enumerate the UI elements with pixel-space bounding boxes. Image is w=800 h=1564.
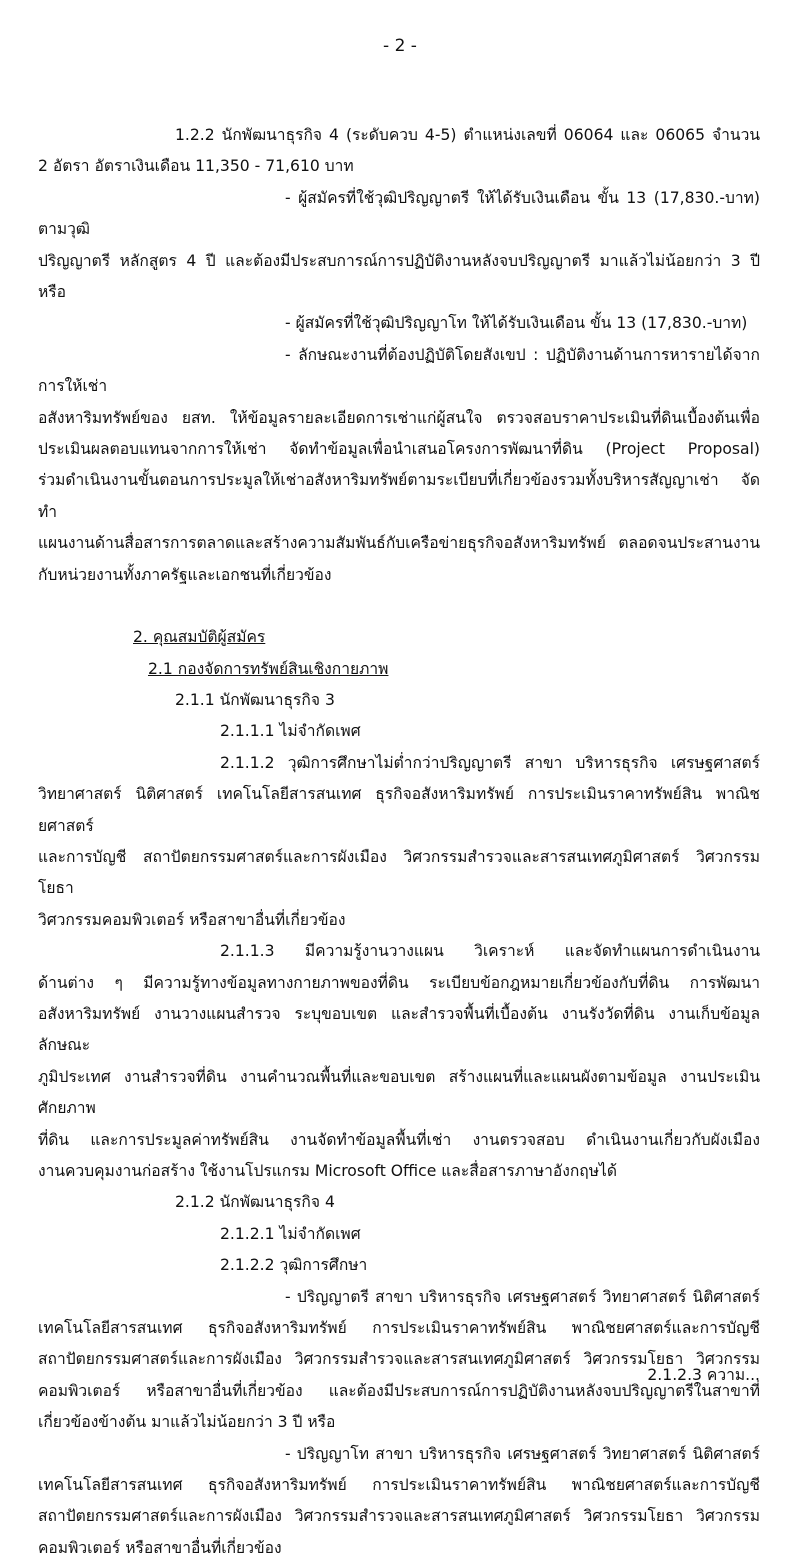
- document-body: [38, 120, 760, 1564]
- job-description-line-1: - ลักษณะงานที่ต้องปฏิบัติโดยสังเขป : ปฏิบัติงานด้านการหารายได้จากการให้เช่า: [38, 345, 760, 396]
- bachelor-degree-line-2: เทคโนโลยีสารสนเทศ ธุรกิจอสังหาริมทรัพย์ การประเมินราคาทรัพย์สิน พาณิชยศาสตร์และการบัญชี: [38, 1319, 760, 1338]
- job-description-line-4: ร่วมดำเนินงานขั้นตอนการประมูลให้เช่าอสังหาริมทรัพย์ตามระเบียบที่เกี่ยวข้องรวมทั้งบริหารสัญญาเช่า จัดทำ: [38, 471, 760, 521]
- job-description-line-2: อสังหาริมทรัพย์ของ ยสท. ให้ข้อมูลรายละเอียดการเช่าแก่ผู้สนใจ ตรวจสอบราคาประเมินที่ดินเบื้องต้นเพื่อ: [38, 408, 760, 427]
- item-2-1-1-3-line-1: 2.1.1.3 มีความรู้งานวางแผน วิเคราะห์ และจัดทำแผนการดำเนินงาน: [220, 942, 760, 961]
- bachelor-degree-line-5: เกี่ยวข้องข้างต้น มาแล้วไม่น้อยกว่า 3 ปี หรือ: [38, 1413, 336, 1432]
- salary-master-line: - ผู้สมัครที่ใช้วุฒิปริญญาโท ให้ได้รับเงินเดือน ขั้น 13 (17,830.-บาท): [285, 314, 748, 333]
- item-2-1-1-2-line-4: วิศวกรรมคอมพิวเตอร์ หรือสาขาอื่นที่เกี่ยวข้อง: [38, 910, 346, 929]
- master-degree-line-1: - ปริญญาโท สาขา บริหารธุรกิจ เศรษฐศาสตร์ วิทยาศาสตร์ นิติศาสตร์: [285, 1444, 760, 1463]
- item-2-1-1-3-line-3: อสังหาริมทรัพย์ งานวางแผนสำรวจ ระบุขอบเขต และสำรวจพื้นที่เบื้องต้น งานรังวัดที่ดิน งานเก็บข้อมูลลักษณะ: [38, 1004, 760, 1055]
- item-2-1-2-1: 2.1.2.1 ไม่จำกัดเพศ: [220, 1224, 361, 1243]
- job-description-line-5: แผนงานด้านสื่อสารการตลาดและสร้างความสัมพันธ์กับเครือข่ายธุรกิจอสังหาริมทรัพย์ ตลอดจนประสานงาน: [38, 534, 760, 553]
- section-1-2-2-heading-cont: 2 อัตรา อัตราเงินเดือน 11,350 - 71,610 บาท: [38, 157, 354, 176]
- subsection-2-1-1-heading: 2.1.1 นักพัฒนาธุรกิจ 3: [175, 690, 335, 709]
- qualifications-heading: 2. คุณสมบัติผู้สมัคร: [133, 628, 266, 647]
- item-2-1-1-3-line-2: ด้านต่าง ๆ มีความรู้ทางข้อมูลทางกายภาพของที่ดิน ระเบียบข้อกฎหมายเกี่ยวข้องกับที่ดิน การพัฒนา: [38, 973, 760, 992]
- item-2-1-1-2-line-1: 2.1.1.2 วุฒิการศึกษาไม่ต่ำกว่าปริญญาตรี สาขา บริหารธุรกิจ เศรษฐศาสตร์: [220, 753, 760, 772]
- item-2-1-2-2: 2.1.2.2 วุฒิการศึกษา: [220, 1256, 368, 1275]
- bachelor-degree-line-4: คอมพิวเตอร์ หรือสาขาอื่นที่เกี่ยวข้อง และต้องมีประสบการณ์การปฏิบัติงานหลังจบปริญญาตรีในสาขาที่: [38, 1381, 760, 1400]
- bachelor-degree-line-3: สถาปัตยกรรมศาสตร์และการผังเมือง วิศวกรรมสำรวจและสารสนเทศภูมิศาสตร์ วิศวกรรมโยธา วิศวกรรม: [38, 1350, 760, 1369]
- job-description-line-6: กับหน่วยงานทั้งภาครัฐและเอกชนที่เกี่ยวข้อง: [38, 565, 332, 584]
- item-2-1-1-3-line-4: ภูมิประเทศ งานสำรวจที่ดิน งานคำนวณพื้นที่และขอบเขต สร้างแผนที่และแผนผังตามข้อมูล งานประเมินศักยภาพ: [38, 1067, 760, 1118]
- subsection-2-1-heading: 2.1 กองจัดการทรัพย์สินเชิงกายภาพ: [148, 659, 389, 678]
- master-degree-line-3: สถาปัตยกรรมศาสตร์และการผังเมือง วิศวกรรมสำรวจและสารสนเทศภูมิศาสตร์ วิศวกรรมโยธา วิศวกรรม: [38, 1507, 760, 1526]
- master-degree-line-2: เทคโนโลยีสารสนเทศ ธุรกิจอสังหาริมทรัพย์ การประเมินราคาทรัพย์สิน พาณิชยศาสตร์และการบัญชี: [38, 1476, 760, 1495]
- item-2-1-1-3-line-5: ที่ดิน และการประมูลค่าทรัพย์สิน งานจัดทำข้อมูลพื้นที่เช่า งานตรวจสอบ ดำเนินงานเกี่ยวกับผังเมือง: [38, 1130, 760, 1149]
- continuation-reference: 2.1.2.3 ความ...: [647, 1366, 760, 1384]
- item-2-1-1-2-line-3: และการบัญชี สถาปัตยกรรมศาสตร์และการผังเมือง วิศวกรรมสำรวจและสารสนเทศภูมิศาสตร์ วิศวกรรมโยธา: [38, 847, 760, 898]
- job-description-line-3: ประเมินผลตอบแทนจากการให้เช่า จัดทำข้อมูลเพื่อนำเสนอโครงการพัฒนาที่ดิน (Project Proposal): [38, 440, 760, 459]
- page-number: - 2 -: [383, 36, 417, 56]
- section-1-2-2-heading: 1.2.2 นักพัฒนาธุรกิจ 4 (ระดับควบ 4-5) ตำแหน่งเลขที่ 06064 และ 06065 จำนวน: [175, 126, 760, 144]
- subsection-2-1-2-heading: 2.1.2 นักพัฒนาธุรกิจ 4: [175, 1193, 335, 1212]
- item-2-1-1-1: 2.1.1.1 ไม่จำกัดเพศ: [220, 722, 361, 741]
- salary-bachelor-line-cont: ปริญญาตรี หลักสูตร 4 ปี และต้องมีประสบการณ์การปฏิบัติงานหลังจบปริญญาตรี มาแล้วไม่น้อยกว่า 3 ปี หรือ: [38, 251, 760, 302]
- salary-bachelor-line: - ผู้สมัครที่ใช้วุฒิปริญญาตรี ให้ได้รับเงินเดือน ขั้น 13 (17,830.-บาท) ตามวุฒิ: [38, 188, 760, 239]
- bachelor-degree-line-1: - ปริญญาตรี สาขา บริหารธุรกิจ เศรษฐศาสตร์ วิทยาศาสตร์ นิติศาสตร์: [285, 1287, 760, 1306]
- item-2-1-1-2-line-2: วิทยาศาสตร์ นิติศาสตร์ เทคโนโลยีสารสนเทศ ธุรกิจอสังหาริมทรัพย์ การประเมินราคาทรัพย์สิน พาณิชยศาสตร์: [38, 785, 760, 835]
- master-degree-line-4: คอมพิวเตอร์ หรือสาขาอื่นที่เกี่ยวข้อง: [38, 1538, 282, 1557]
- item-2-1-1-3-line-6: งานควบคุมงานก่อสร้าง ใช้งานโปรแกรม Microsoft Office และสื่อสารภาษาอังกฤษได้: [38, 1162, 617, 1180]
